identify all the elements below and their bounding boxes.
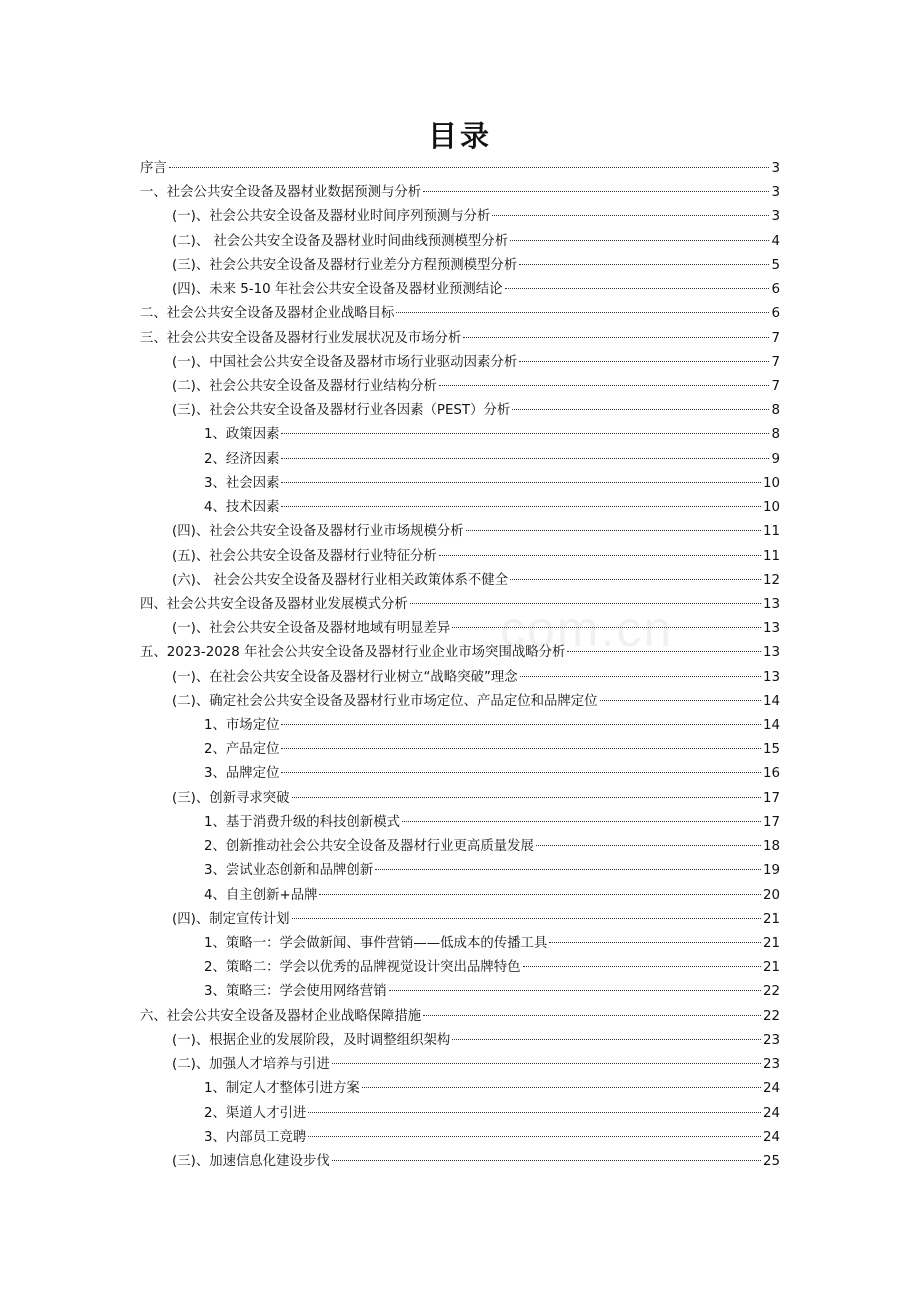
toc-dot-leader	[402, 821, 761, 822]
toc-page-number: 23	[762, 1032, 780, 1048]
toc-entry-text: 一、社会公共安全设备及器材业数据预测与分析	[140, 185, 422, 201]
toc-entry-text: (一)、根据企业的发展阶段，及时调整组织架构	[172, 1032, 451, 1048]
toc-entry-text: 3、内部员工竞聘	[204, 1129, 307, 1145]
toc-entry-text: 4、技术因素	[204, 500, 280, 516]
toc-entry[interactable]	[140, 278, 780, 302]
toc-entry-text: 3、品牌定位	[204, 766, 280, 782]
toc-dot-leader	[492, 215, 769, 216]
toc-dot-leader	[281, 724, 760, 725]
toc-dot-leader	[396, 312, 769, 313]
toc-page-number: 3	[771, 161, 780, 176]
toc-page-number: 9	[771, 451, 780, 467]
toc-entry-text: 3、策略三：学会使用网络营销	[204, 984, 387, 1000]
toc-page-number: 25	[762, 1153, 780, 1169]
toc-entry-text: 2、渠道人才引进	[204, 1105, 307, 1121]
toc-entry[interactable]	[140, 1150, 780, 1174]
toc-entry[interactable]	[140, 859, 780, 883]
toc-page-number: 21	[762, 960, 780, 976]
toc-page-number: 13	[762, 596, 780, 612]
toc-entry-text: 1、制定人才整体引进方案	[204, 1081, 360, 1097]
toc-dot-leader	[292, 918, 761, 919]
toc-entry-text: (四)、制定宣传计划	[172, 911, 290, 927]
toc-entry-text: (三)、社会公共安全设备及器材行业各因素（PEST）分析	[172, 403, 511, 419]
toc-page-number: 14	[762, 693, 780, 709]
toc-entry[interactable]	[140, 593, 780, 617]
toc-entry[interactable]	[140, 448, 780, 472]
toc-dot-leader	[600, 700, 761, 701]
toc-entry-text: (三)、社会公共安全设备及器材行业差分方程预测模型分析	[172, 257, 518, 273]
toc-entry-text: 四、社会公共安全设备及器材业发展模式分析	[140, 596, 408, 612]
toc-entry[interactable]	[140, 884, 780, 908]
toc-entry[interactable]	[140, 980, 780, 1004]
toc-entry[interactable]	[140, 181, 780, 205]
toc-entry[interactable]	[140, 230, 780, 254]
toc-dot-leader	[439, 555, 761, 556]
toc-page-number: 3	[771, 209, 780, 225]
toc-dot-leader	[362, 1087, 761, 1088]
toc-entry-text: (二)、加强人才培养与引进	[172, 1057, 330, 1073]
toc-page-number: 11	[762, 524, 780, 540]
toc-page-number: 24	[762, 1081, 780, 1097]
toc-page-number: 17	[762, 790, 780, 806]
toc-entry[interactable]	[140, 545, 780, 569]
toc-entry[interactable]	[140, 666, 780, 690]
toc-entry-text: 六、社会公共安全设备及器材企业战略保障措施	[140, 1008, 422, 1024]
toc-page-number: 6	[771, 282, 780, 298]
toc-dot-leader	[439, 385, 770, 386]
toc-entry[interactable]	[140, 811, 780, 835]
toc-entry-text: 五、2023-2028 年社会公共安全设备及器材行业企业市场突围战略分析	[140, 645, 566, 661]
toc-entry[interactable]	[140, 714, 780, 738]
toc-dot-leader	[510, 579, 761, 580]
toc-dot-leader	[332, 1160, 761, 1161]
toc-entry-text: 1、政策因素	[204, 427, 280, 443]
toc-entry[interactable]	[140, 423, 780, 447]
toc-dot-leader	[463, 337, 769, 338]
toc-entry[interactable]	[140, 496, 780, 520]
toc-dot-leader	[281, 433, 769, 434]
toc-dot-leader	[308, 1136, 761, 1137]
toc-page-number: 24	[762, 1105, 780, 1121]
toc-dot-leader	[466, 530, 761, 531]
toc-entry[interactable]	[140, 1077, 780, 1101]
toc-page-number: 24	[762, 1129, 780, 1145]
toc-entry[interactable]	[140, 787, 780, 811]
toc-entry[interactable]	[140, 520, 780, 544]
toc-dot-leader	[423, 1015, 761, 1016]
toc-dot-leader	[281, 748, 760, 749]
toc-dot-leader	[505, 288, 770, 289]
toc-entry-text: (一)、社会公共安全设备及器材业时间序列预测与分析	[172, 209, 491, 225]
toc-entry-text: (二)、社会公共安全设备及器材行业结构分析	[172, 378, 437, 394]
toc-page-number: 10	[762, 500, 780, 516]
toc-page-number: 11	[762, 548, 780, 564]
toc-page-number: 20	[762, 887, 780, 903]
toc-entry-text: (四)、社会公共安全设备及器材行业市场规模分析	[172, 524, 464, 540]
toc-entry[interactable]	[140, 1102, 780, 1126]
toc-dot-leader	[519, 361, 769, 362]
toc-entry[interactable]	[140, 157, 780, 181]
toc-entry-text: 2、策略二：学会以优秀的品牌视觉设计突出品牌特色	[204, 960, 521, 976]
toc-page-number: 23	[762, 1057, 780, 1073]
toc-dot-leader	[375, 869, 761, 870]
toc-page-number: 19	[762, 863, 780, 879]
toc-entry-text: (二)、确定社会公共安全设备及器材行业市场定位、产品定位和品牌定位	[172, 693, 598, 709]
toc-entry-text: 1、市场定位	[204, 718, 280, 734]
toc-entry[interactable]	[140, 1029, 780, 1053]
toc-entry[interactable]	[140, 569, 780, 593]
toc-dot-leader	[308, 1112, 761, 1113]
toc-page-number: 5	[771, 257, 780, 273]
toc-entry[interactable]	[140, 835, 780, 859]
toc-dot-leader	[410, 603, 761, 604]
toc-entry-text: (三)、创新寻求突破	[172, 790, 290, 806]
toc-entry-text: 3、尝试业态创新和品牌创新	[204, 863, 374, 879]
toc-entry[interactable]	[140, 690, 780, 714]
toc-page-number: 12	[762, 572, 780, 588]
toc-entry[interactable]	[140, 472, 780, 496]
toc-entry-text: 序言	[140, 161, 167, 176]
toc-entry[interactable]	[140, 641, 780, 665]
toc-entry-text: (四)、未来 5-10 年社会公共安全设备及器材业预测结论	[172, 282, 503, 298]
toc-page-number: 13	[762, 669, 780, 685]
toc-page-number: 17	[762, 814, 780, 830]
toc-entry-text: 1、基于消费升级的科技创新模式	[204, 814, 400, 830]
toc-dot-leader	[319, 894, 760, 895]
toc-entry-text: (二)、 社会公共安全设备及器材业时间曲线预测模型分析	[172, 233, 509, 249]
toc-entry[interactable]	[140, 254, 780, 278]
toc-dot-leader	[281, 772, 760, 773]
toc-dot-leader	[452, 1039, 761, 1040]
toc-entry-text: 2、创新推动社会公共安全设备及器材行业更高质量发展	[204, 839, 534, 855]
toc-entry[interactable]	[140, 399, 780, 423]
toc-entry[interactable]	[140, 738, 780, 762]
toc-dot-leader	[523, 966, 761, 967]
toc-entry[interactable]	[140, 908, 780, 932]
toc-page-number: 22	[762, 984, 780, 1000]
toc-page-number: 21	[762, 936, 780, 951]
toc-entry-text: (一)、社会公共安全设备及器材地域有明显差异	[172, 621, 451, 637]
toc-dot-leader	[512, 409, 769, 410]
page-title: 目录	[427, 119, 492, 153]
toc-entry[interactable]	[140, 302, 780, 326]
toc-page-number: 7	[771, 330, 780, 346]
toc-entry-text: (一)、中国社会公共安全设备及器材市场行业驱动因素分析	[172, 354, 518, 370]
toc-entry[interactable]	[140, 1005, 780, 1029]
toc-entry[interactable]	[140, 375, 780, 399]
toc-entry[interactable]	[140, 351, 780, 375]
toc-page-number: 8	[771, 427, 780, 443]
toc-dot-leader	[389, 990, 761, 991]
toc-page-number: 13	[762, 645, 780, 661]
toc-dot-leader	[281, 458, 769, 459]
toc-dot-leader	[332, 1063, 761, 1064]
toc-entry[interactable]	[140, 762, 780, 786]
toc-page-number: 7	[771, 378, 780, 394]
toc-page-number: 13	[762, 621, 780, 637]
toc-dot-leader	[567, 651, 761, 652]
toc-entry[interactable]	[140, 956, 780, 980]
toc-entry-text: 1、策略一：学会做新闻、事件营销——低成本的传播工具	[204, 936, 548, 951]
toc-dot-leader	[536, 845, 761, 846]
toc-dot-leader	[520, 676, 761, 677]
table-of-contents	[140, 157, 780, 1174]
toc-page-number: 6	[771, 306, 780, 322]
toc-dot-leader	[510, 240, 769, 241]
toc-entry-text: 2、经济因素	[204, 451, 280, 467]
toc-entry[interactable]	[140, 617, 780, 641]
toc-entry-text: 二、社会公共安全设备及器材企业战略目标	[140, 306, 395, 322]
toc-entry-text: 2、产品定位	[204, 742, 280, 758]
toc-dot-leader	[292, 797, 761, 798]
toc-entry-text: (六)、 社会公共安全设备及器材行业相关政策体系不健全	[172, 572, 509, 588]
toc-page-number: 16	[762, 766, 780, 782]
toc-dot-leader	[281, 482, 760, 483]
toc-page-number: 7	[771, 354, 780, 370]
toc-dot-leader	[519, 264, 769, 265]
toc-dot-leader	[423, 191, 769, 192]
toc-page-number: 3	[771, 185, 780, 201]
toc-page-number: 8	[771, 403, 780, 419]
toc-entry[interactable]	[140, 1126, 780, 1150]
toc-entry[interactable]	[140, 205, 780, 229]
toc-entry[interactable]	[140, 327, 780, 351]
toc-dot-leader	[549, 942, 761, 943]
toc-entry-text: (五)、社会公共安全设备及器材行业特征分析	[172, 548, 437, 564]
toc-page-number: 10	[762, 475, 780, 491]
toc-entry[interactable]	[140, 1053, 780, 1077]
watermark: com.cn	[500, 601, 674, 657]
toc-page-number: 15	[762, 742, 780, 758]
toc-dot-leader	[452, 627, 761, 628]
toc-entry[interactable]	[140, 932, 780, 956]
toc-page-number: 21	[762, 911, 780, 927]
toc-entry-text: (三)、加速信息化建设步伐	[172, 1153, 330, 1169]
toc-entry-text: 三、社会公共安全设备及器材行业发展状况及市场分析	[140, 330, 462, 346]
toc-entry-text: 4、自主创新+品牌	[204, 887, 318, 903]
toc-dot-leader	[169, 167, 770, 168]
toc-entry-text: 3、社会因素	[204, 475, 280, 491]
toc-page-number: 4	[771, 233, 780, 249]
toc-page-number: 18	[762, 839, 780, 855]
toc-dot-leader	[281, 506, 760, 507]
toc-entry-text: (一)、在社会公共安全设备及器材行业树立“战略突破”理念	[172, 669, 518, 685]
toc-page-number: 14	[762, 718, 780, 734]
toc-page-number: 22	[762, 1008, 780, 1024]
